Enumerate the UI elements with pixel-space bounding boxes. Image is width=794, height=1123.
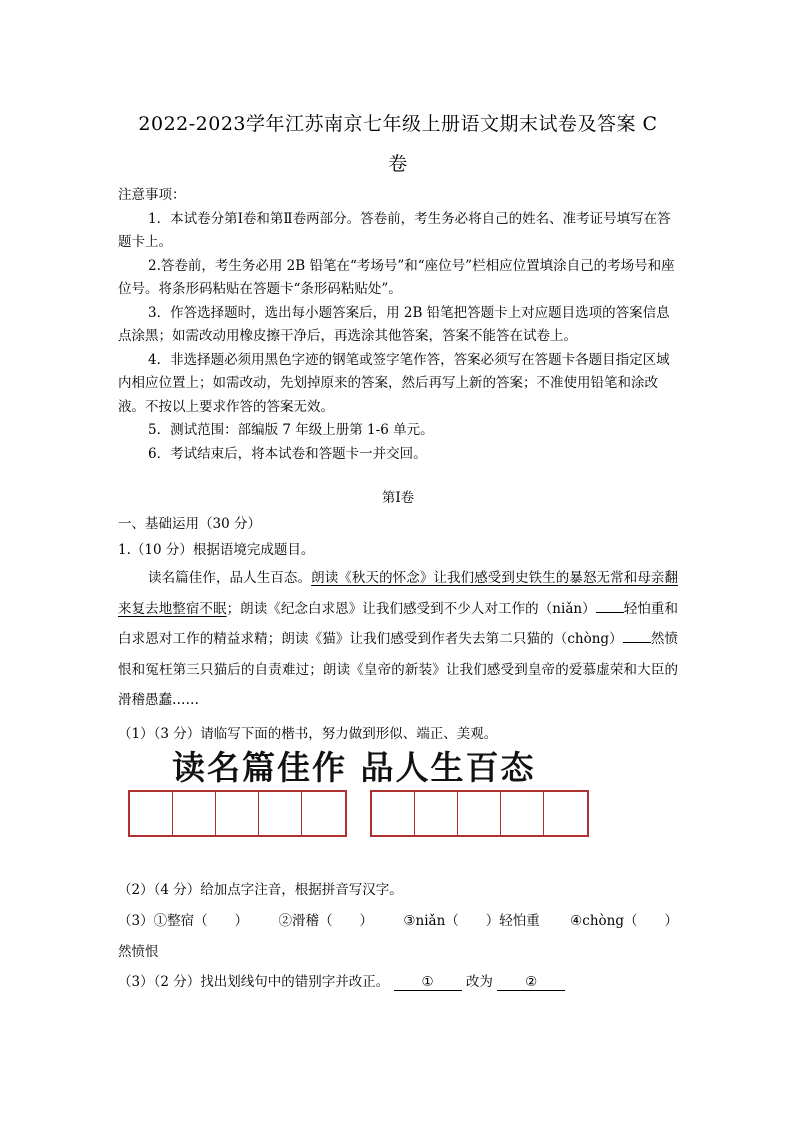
underlined-sentence: 朗读《秋天的怀念》让我们感受到史铁生的暴怒无常和母亲翻来复去地整宿不眠 [118, 570, 679, 617]
writing-cell[interactable] [372, 792, 415, 835]
answer-blank-1[interactable]: ① [394, 974, 462, 991]
section-title: 第Ⅰ卷 [381, 490, 415, 506]
notes-block [118, 184, 678, 466]
note-item: 5．测试范围：部编版 7 年级上册第 1-6 单元。 [148, 422, 434, 438]
writing-cell[interactable] [259, 792, 302, 835]
writing-cell[interactable] [173, 792, 216, 835]
note-item: 6．考试结束后，将本试卷和答题卡一并交回。 [148, 445, 427, 462]
writing-cell[interactable] [130, 792, 173, 835]
sub-question-2: （2）（4 分）给加点字注音，根据拼音写汉字。 [118, 882, 403, 898]
passage-text: 轻怕重和白求恩对工作的精益求精；朗读《猫》让我们感受到作者失去第二只猫的（chòng） [118, 600, 679, 647]
calligraphy-sample: 读名篇佳作 品人生百态 [172, 748, 536, 787]
reading-passage [118, 563, 678, 716]
passage-text: 读名篇佳作，品人生百态。 [148, 570, 312, 586]
title-line-2: 卷 [388, 153, 408, 175]
sub4-connector: 改为 [465, 974, 493, 990]
sub-question-4 [118, 970, 565, 991]
notes-heading: 注意事项： [118, 187, 186, 203]
writing-grid-left [128, 790, 347, 837]
fill-blank [596, 600, 624, 613]
note-item: 3．作答选择题时，选出每小题答案后，用 2B 铅笔把答题卡上对应题目选项的答案信息点涂黑；如需改动用橡皮擦干净后，再选涂其他答案，答案不能答在试卷上。 [118, 304, 670, 344]
writing-cell[interactable] [302, 792, 345, 835]
pinyin-item: ④chòng（ ） [570, 913, 678, 929]
writing-cell[interactable] [216, 792, 259, 835]
part-heading: 一、基础运用（30 分） [118, 516, 261, 532]
sub4-prompt: （3）（2 分）找出划线句中的错别字并改正。 [118, 974, 390, 990]
title-line-1: 2022-2023学年江苏南京七年级上册语文期末试卷及答案 C [138, 113, 658, 135]
passage-text: ；朗读《纪念白求恩》让我们感受到不少人对工作的（niǎn） [226, 600, 596, 617]
writing-cell[interactable] [415, 792, 458, 835]
page-title [118, 104, 678, 184]
writing-grid-right [370, 790, 589, 837]
question-heading: 1.（10 分）根据语境完成题目。 [118, 542, 315, 558]
pinyin-item: （3）①整宿（ ） [118, 913, 249, 929]
fill-blank [623, 630, 651, 643]
pinyin-tail: 然愤恨 [118, 944, 159, 960]
passage-text: 然愤恨和冤枉第三只猫后的自责难过；朗读《皇帝的新装》让我们感受到皇帝的爱慕虚荣和大臣的滑稽愚蠢…… [118, 631, 679, 708]
writing-cell[interactable] [458, 792, 501, 835]
writing-cell[interactable] [501, 792, 544, 835]
answer-blank-2[interactable]: ② [497, 974, 565, 991]
pinyin-item: ③niǎn（ ）轻怕重 [403, 913, 540, 929]
note-item: 4．非选择题必须用黑色字迹的钢笔或签字笔作答，答案必须写在答题卡各题目指定区域内相应位置上；如需改动，先划掉原来的答案，然后再写上新的答案；不准使用铅笔和涂改液。不按以上要求作答的答案无效。 [118, 351, 670, 415]
note-item: 1．本试卷分第Ⅰ卷和第Ⅱ卷两部分。答卷前，考生务必将自己的姓名、准考证号填写在答题卡上。 [118, 210, 671, 250]
sub-question-1: （1）（3 分）请临写下面的楷书，努力做到形似、端正、美观。 [118, 726, 498, 742]
note-item: 2.答卷前，考生务必用 2B 铅笔在“考场号”和“座位号”栏相应位置填涂自己的考场号和座位号。将条形码粘贴在答题卡“条形码粘贴处”。 [118, 257, 675, 297]
sub-question-3 [118, 906, 678, 968]
writing-cell[interactable] [544, 792, 587, 835]
pinyin-row [118, 906, 678, 937]
pinyin-item: ②滑稽（ ） [278, 913, 373, 929]
